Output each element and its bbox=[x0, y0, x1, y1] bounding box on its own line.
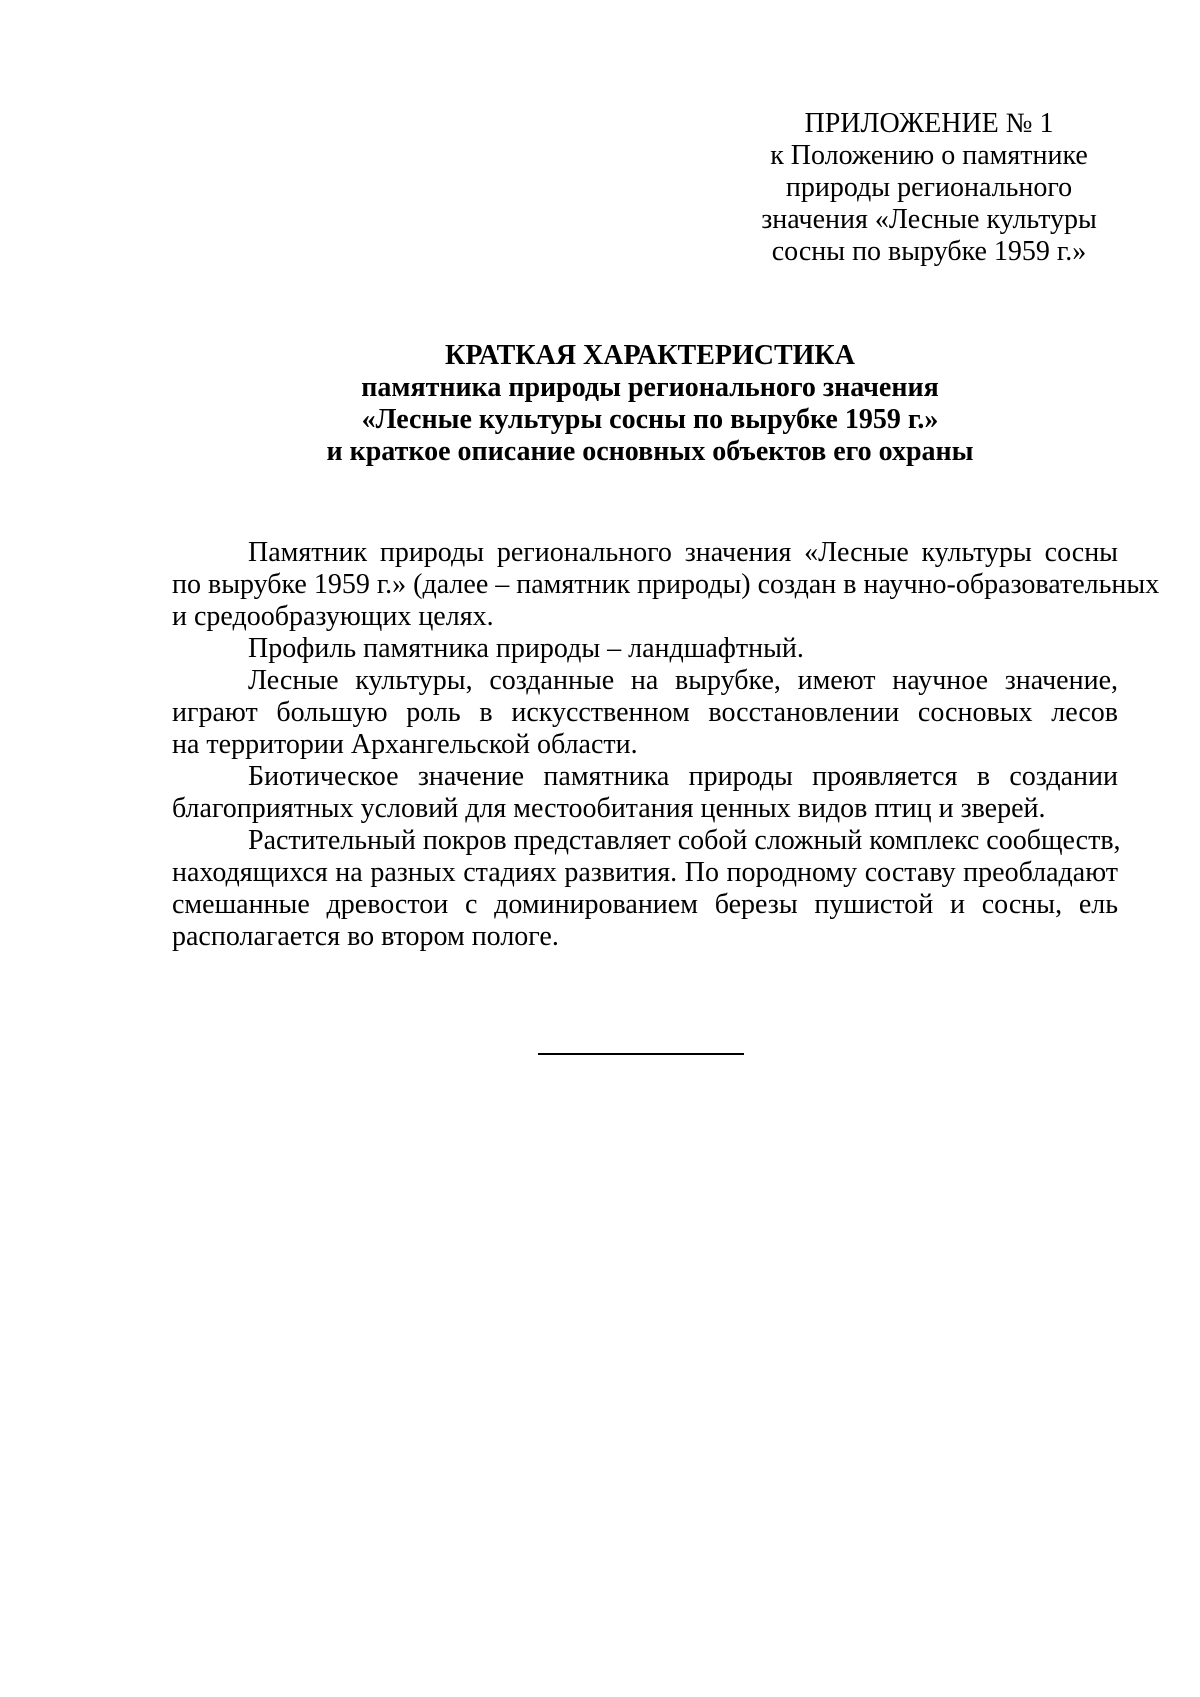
paragraph-line: Памятник природы регионального значения «Лесные культуры сосны bbox=[248, 537, 1118, 568]
paragraph-biotic-value bbox=[172, 761, 1118, 825]
paragraph-line: на территории Архангельской области. bbox=[172, 729, 638, 760]
paragraph-line: Лесные культуры, созданные на вырубке, имеют научное значение, bbox=[248, 665, 1118, 696]
paragraph-vegetation bbox=[172, 825, 1121, 953]
paragraph-line: по вырубке 1959 г.» (далее – памятник природы) создан в научно-образовательных bbox=[172, 569, 1160, 600]
document-title bbox=[170, 340, 1130, 468]
appendix-header bbox=[728, 108, 1130, 268]
title-subline: «Лесные культуры сосны по вырубке 1959 г.» bbox=[361, 404, 939, 435]
paragraph-line: Растительный покров представляет собой сложный комплекс сообществ, bbox=[248, 825, 1121, 856]
paragraph-line: Профиль памятника природы – ландшафтный. bbox=[248, 633, 804, 664]
appendix-ref-line: к Положению о памятнике bbox=[770, 140, 1088, 171]
title-main: КРАТКАЯ ХАРАКТЕРИСТИКА bbox=[445, 340, 855, 371]
paragraph-line: благоприятных условий для местообитания ценных видов птиц и зверей. bbox=[172, 793, 1046, 824]
paragraph-line: и средообразующих целях. bbox=[172, 601, 494, 632]
paragraph-purpose bbox=[172, 537, 1160, 633]
end-divider bbox=[538, 1053, 744, 1055]
paragraph-scientific-value bbox=[172, 665, 1118, 761]
paragraph-line: находящихся на разных стадиях развития. По породному составу преобладают bbox=[172, 857, 1118, 888]
document-body bbox=[172, 537, 1160, 953]
appendix-number: ПРИЛОЖЕНИЕ № 1 bbox=[804, 108, 1054, 139]
paragraph-line: располагается во втором пологе. bbox=[172, 921, 559, 952]
appendix-ref-line: сосны по вырубке 1959 г.» bbox=[771, 236, 1087, 267]
paragraph-line: смешанные древостои с доминированием березы пушистой и сосны, ель bbox=[172, 889, 1118, 920]
title-subline: и краткое описание основных объектов его охраны bbox=[326, 436, 974, 467]
paragraph-profile bbox=[172, 633, 1118, 665]
appendix-ref-line: природы регионального bbox=[785, 172, 1073, 203]
appendix-ref-line: значения «Лесные культуры bbox=[761, 204, 1097, 235]
paragraph-line: Биотическое значение памятника природы проявляется в создании bbox=[248, 761, 1118, 792]
title-subline: памятника природы регионального значения bbox=[361, 372, 939, 403]
paragraph-line: играют большую роль в искусственном восстановлении сосновых лесов bbox=[172, 697, 1118, 728]
